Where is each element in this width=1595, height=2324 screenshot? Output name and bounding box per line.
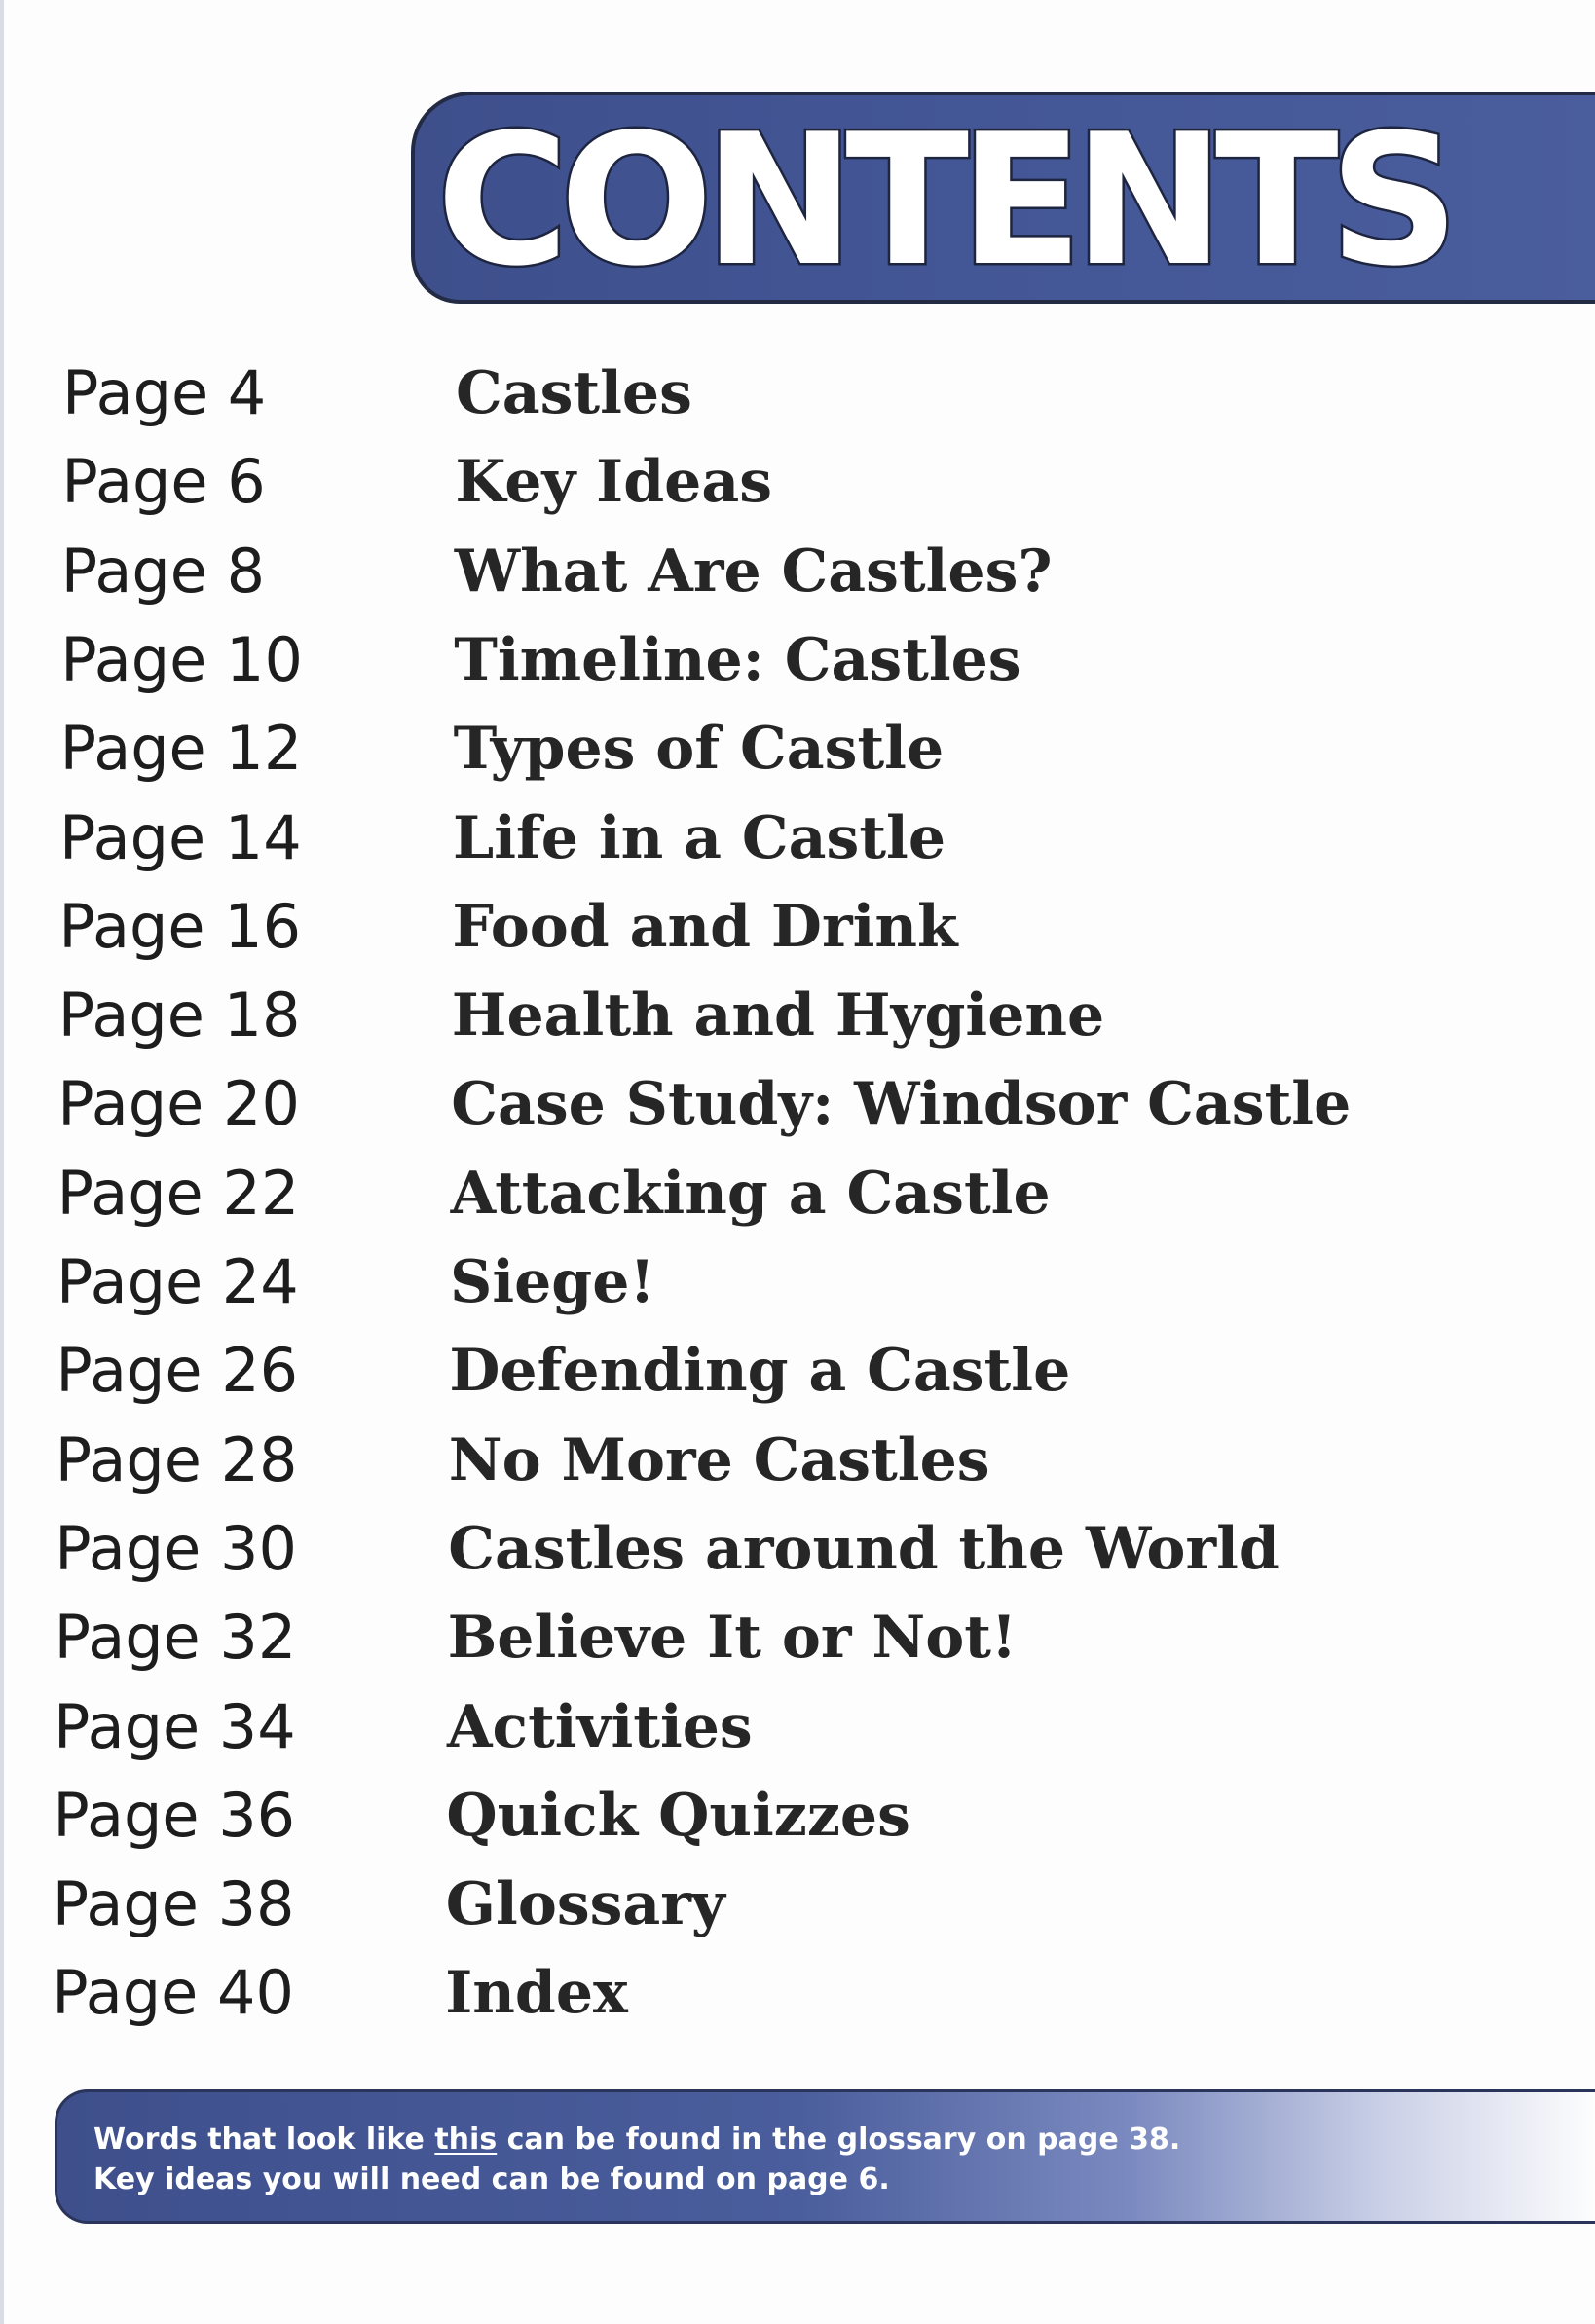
toc-chapter-title: Timeline: Castles — [454, 625, 1021, 694]
toc-chapter-title: Castles — [456, 359, 692, 427]
toc-page-number: Page 40 — [52, 1957, 294, 2029]
toc-page-number: Page 26 — [56, 1335, 299, 1407]
footer-text: can be found in the glossary on page 38. — [497, 2122, 1181, 2157]
page-title: CONTENTS — [436, 94, 1450, 306]
toc-entry — [55, 1510, 1515, 1588]
toc-chapter-title: Activities — [447, 1692, 753, 1761]
footer-glossary-note — [93, 2121, 1180, 2159]
footer-text: Words that look like — [93, 2122, 435, 2157]
toc-entry — [57, 1155, 1518, 1233]
toc-page-number: Page 36 — [53, 1779, 296, 1851]
toc-page-number: Page 32 — [54, 1602, 297, 1674]
toc-entry — [59, 799, 1520, 877]
toc-page-number: Page 10 — [60, 623, 303, 695]
toc-chapter-title: Food and Drink — [452, 892, 958, 961]
toc-entry — [62, 354, 1523, 432]
toc-page-number: Page 8 — [60, 535, 266, 607]
toc-page-number: Page 16 — [58, 890, 302, 962]
toc-chapter-title: What Are Castles? — [454, 536, 1053, 606]
toc-page-number: Page 34 — [54, 1690, 296, 1762]
toc-entry — [56, 1421, 1516, 1499]
toc-entry — [60, 710, 1521, 788]
toc-entry — [57, 1065, 1518, 1143]
toc-entry — [55, 1599, 1515, 1677]
toc-chapter-title: Castles around the World — [448, 1514, 1280, 1583]
toc-chapter-title: Life in a Castle — [453, 803, 946, 872]
toc-entry — [61, 443, 1522, 521]
toc-entry — [61, 533, 1522, 610]
toc-chapter-title: Defending a Castle — [449, 1337, 1071, 1406]
toc-entry — [53, 1777, 1513, 1855]
toc-page-number: Page 38 — [52, 1868, 295, 1940]
page-edge — [0, 0, 4, 2324]
toc-entry — [56, 1332, 1516, 1410]
toc-chapter-title: Health and Hygiene — [451, 981, 1105, 1051]
toc-chapter-title: Believe It or Not! — [447, 1604, 1018, 1673]
toc-page-number: Page 24 — [56, 1246, 299, 1317]
toc-entry — [58, 977, 1519, 1054]
toc-page-number: Page 30 — [55, 1512, 297, 1584]
toc-page-number: Page 14 — [59, 801, 302, 873]
toc-chapter-title: Attacking a Castle — [450, 1159, 1051, 1228]
toc-page-number: Page 4 — [62, 357, 267, 428]
toc-page-number: Page 28 — [55, 1423, 298, 1495]
toc-chapter-title: No More Castles — [448, 1425, 990, 1494]
toc-entry — [53, 1865, 1513, 1943]
toc-entry — [60, 621, 1521, 699]
toc-entry — [52, 1954, 1512, 2032]
toc-chapter-title: Case Study: Windsor Castle — [451, 1070, 1352, 1139]
toc-page-number: Page 20 — [57, 1068, 300, 1140]
toc-page-number: Page 18 — [57, 979, 301, 1051]
toc-chapter-title: Quick Quizzes — [446, 1781, 910, 1850]
toc-page-number: Page 6 — [61, 446, 266, 518]
toc-entry — [58, 888, 1519, 966]
glossary-example-link: this — [434, 2122, 498, 2157]
toc-chapter-title: Index — [445, 1959, 628, 2028]
footer-key-ideas-note: Key ideas you will need can be found on page 6. — [93, 2162, 890, 2196]
toc-entry — [54, 1688, 1514, 1766]
toc-entry — [56, 1243, 1517, 1321]
toc-page-number: Page 12 — [59, 713, 303, 785]
toc-chapter-title: Key Ideas — [455, 448, 772, 517]
toc-page-number: Page 22 — [56, 1157, 300, 1229]
toc-chapter-title: Siege! — [450, 1248, 655, 1316]
toc-chapter-title: Glossary — [445, 1870, 725, 1939]
toc-chapter-title: Types of Castle — [453, 715, 945, 784]
